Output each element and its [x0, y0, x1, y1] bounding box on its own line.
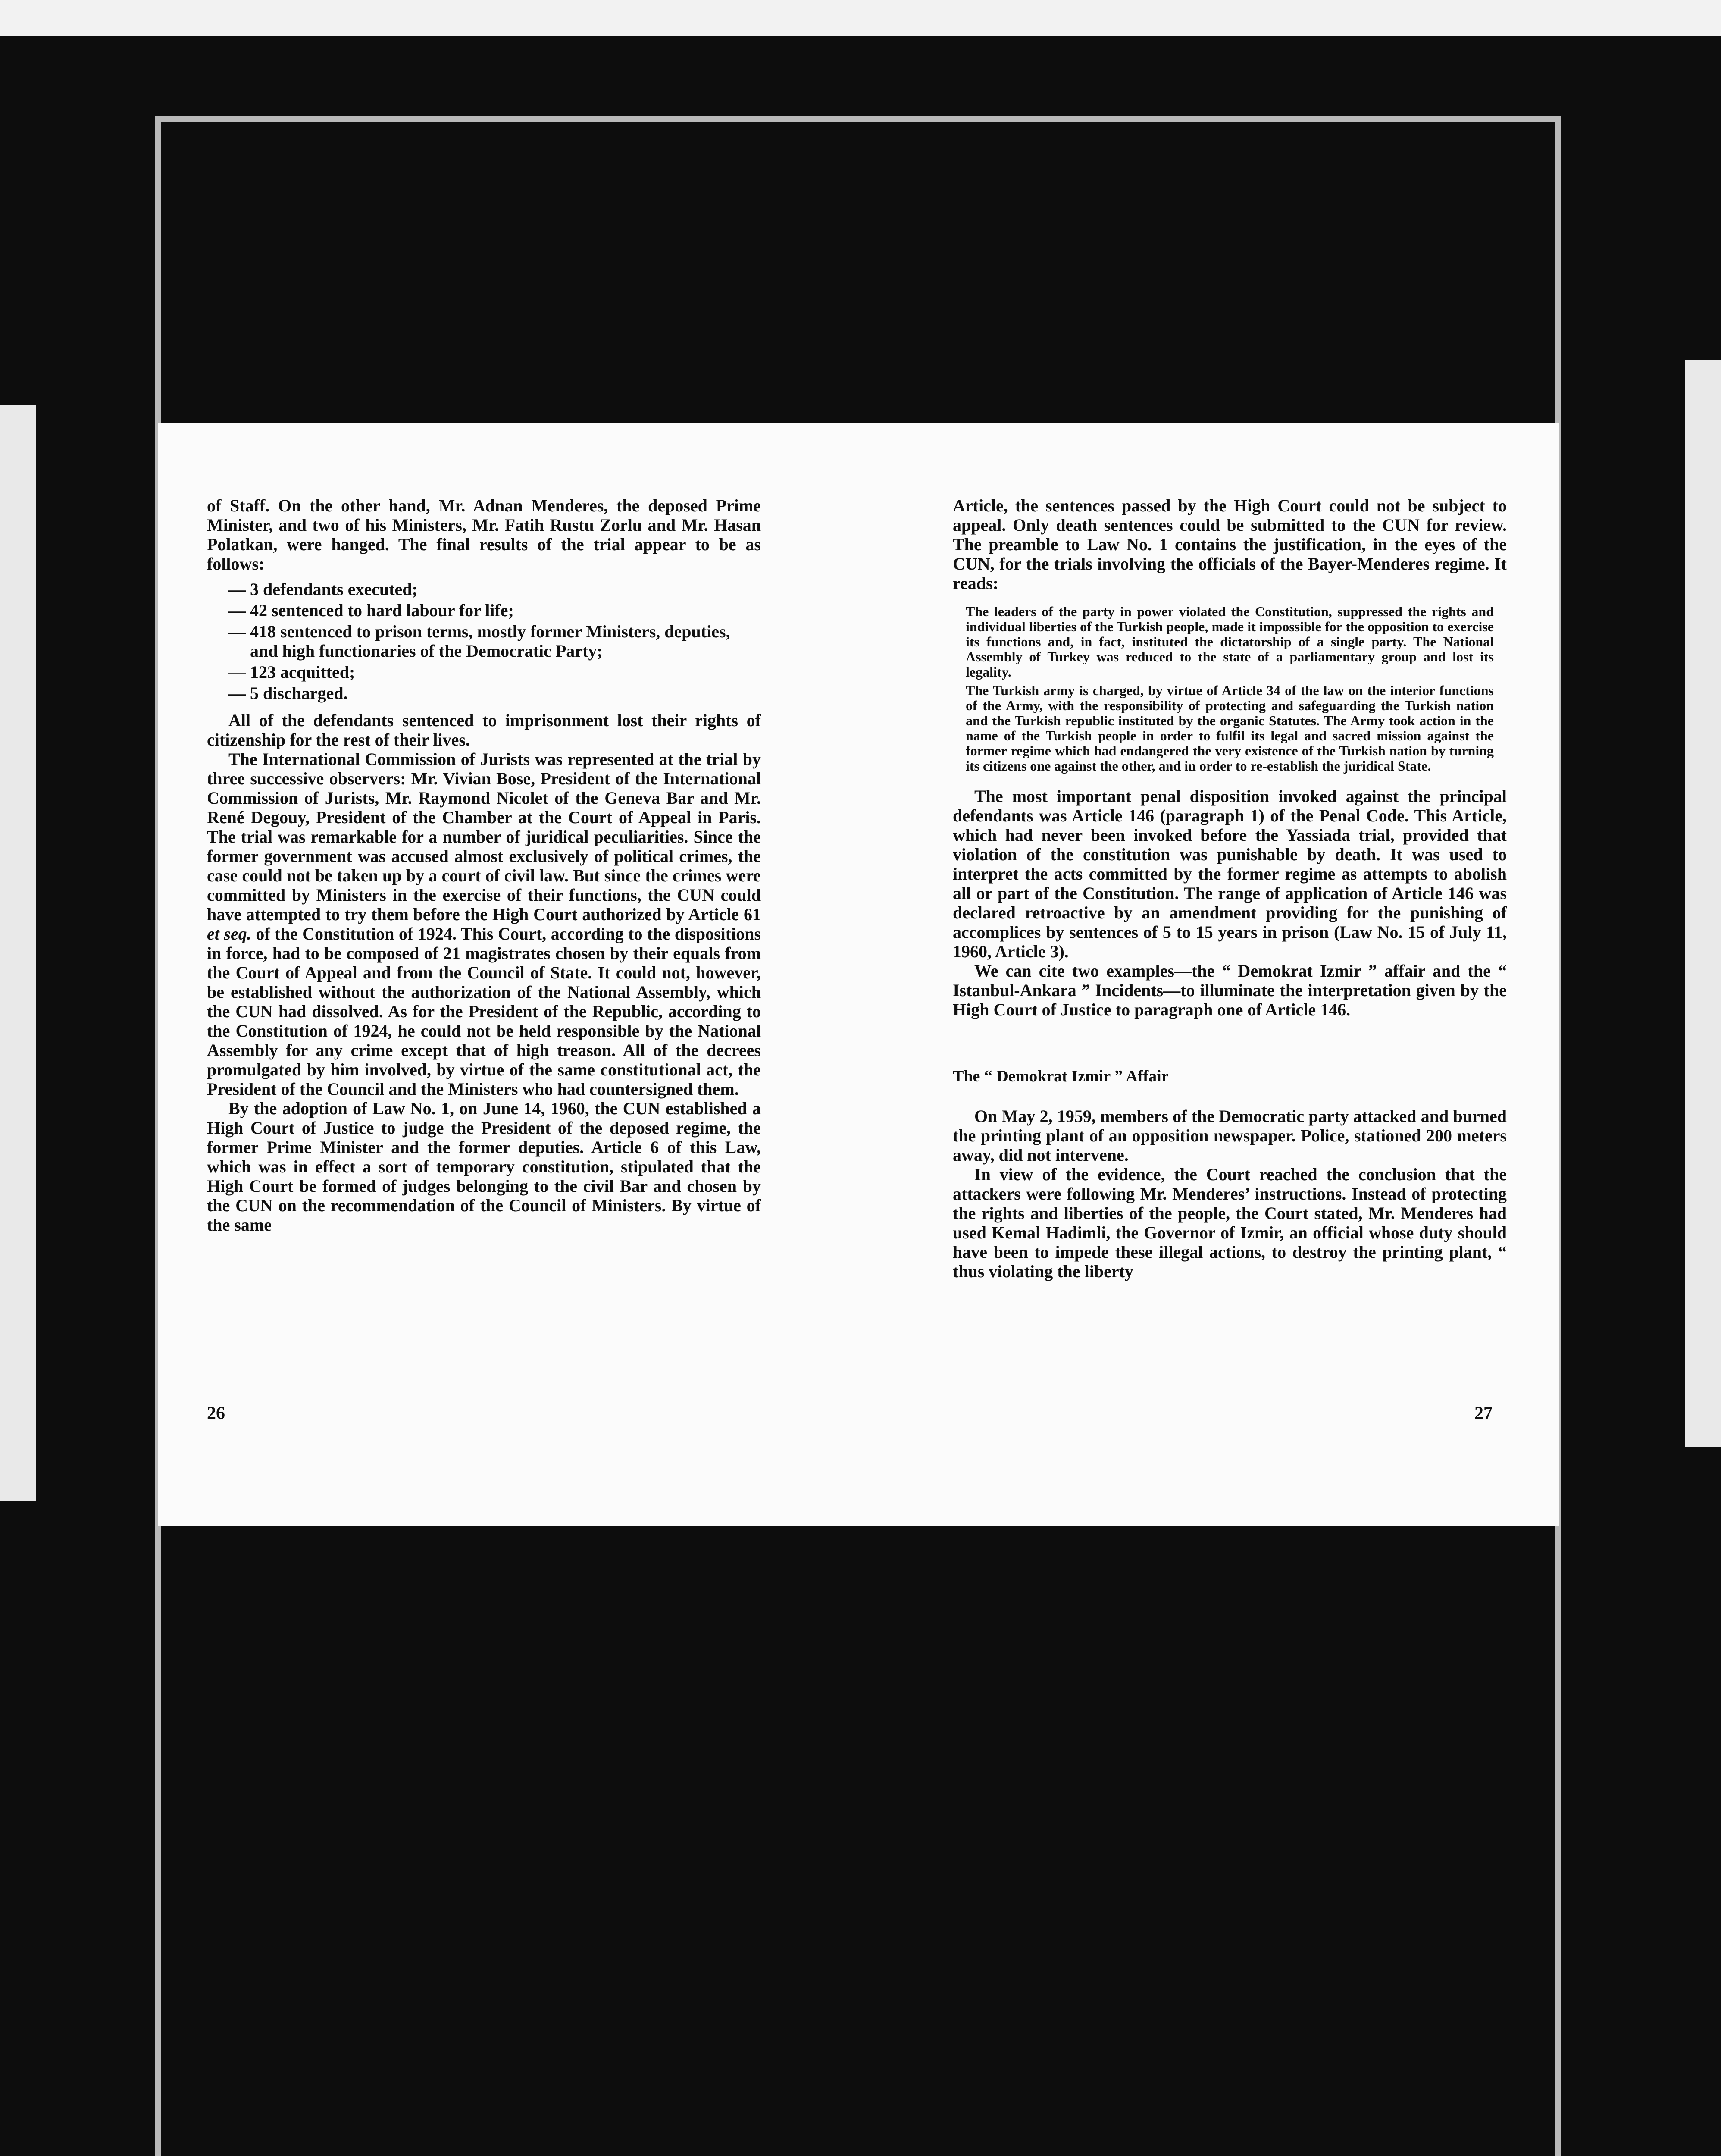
left-paragraph-4: By the adoption of Law No. 1, on June 14, 1960, the CUN established a High Court of Justice to judge the President of the deposed regime, the former Prime Minister and the former deputies. Article 6 of this Law, which was in effect a sort of temporary constitution, stipulated that the High Court be formed of judges belonging to the civil Bar and chosen by the CUN on the recommendation of the Council of Ministers. By virtue of the same: [207, 1099, 761, 1235]
result-item: — 123 acquitted;: [228, 662, 355, 682]
result-item: — 42 sentenced to hard labour for life;: [228, 601, 514, 620]
page-number-right: 27: [1474, 1404, 1493, 1423]
result-item: — 3 defendants executed;: [228, 580, 418, 599]
film-edge-top: [0, 0, 1721, 36]
right-paragraph-3: We can cite two examples—the “ Demokrat Izmir ” affair and the “ Istanbul-Ankara ” Incidents—to illuminate the interpretation given by the High Court of Justice to paragraph one of Article 146.: [953, 961, 1507, 1019]
section-heading: The “ Demokrat Izmir ” Affair: [953, 1067, 1169, 1085]
left-paragraph-3: The International Commission of Jurists was represented at the trial by three successive observers: Mr. Vivian Bose, President of the International Commission of Jurists, Mr. Raymond Nicolet of the Geneva Bar and Mr. René Degouy, President of the Chamber at the Court of Appeal in Paris. The trial was remarkable for a number of juridical peculiarities. Since the former government was accused almost exclusively of political crimes, the case could not be taken up by a court of civil law. But since the crimes were committed by Ministers in the exercise of their functions, the CUN could have attempted to try them before the High Court authorized by Article 61 et seq. of the Constitution of 1924. This Court, according to the dispositions in force, had to be composed of 21 magistrates chosen by their equals from the Court of Appeal and from the Council of State. It could not, however, be established without the authorization of the National Assembly, which the CUN had dissolved. As for the President of the Republic, according to the Constitution of 1924, he could not be held responsible by the National Assembly for any crime except that of high treason. All of the decrees promulgated by him involved, by virtue of the same constitutional act, the President of the Council and the Ministers who had countersigned them.: [207, 749, 761, 1099]
right-paragraph-4: On May 2, 1959, members of the Democratic party attacked and burned the printing plant of an opposition newspaper. Police, stationed 200 meters away, did not intervene.: [953, 1106, 1507, 1165]
result-item: — 418 sentenced to prison terms, mostly former Ministers, deputies, and high functionaries of the Democratic Party;: [228, 622, 730, 661]
quote-paragraph-1: The leaders of the party in power violated the Constitution, suppressed the rights and individual liberties of the Turkish people, made it impossible for the opposition to exercise its functions and, in fact, instituted the dictatorship of a single party. The National Assembly of Turkey was reduced to the state of a parliamentary group and lost its legality.: [966, 604, 1494, 680]
adjacent-frame-left: [0, 405, 36, 1501]
right-page: [953, 496, 1507, 1281]
adjacent-frame-right: [1685, 360, 1721, 1447]
right-paragraph-5: In view of the evidence, the Court reached the conclusion that the attackers were following Mr. Menderes’ instructions. Instead of protecting the rights and liberties of the people, the Court stated, Mr. Menderes had used Kemal Hadimli, the Governor of Izmir, an official whose duty should have been to impede these illegal actions, to destroy the printing plant, “ thus violating the liberty: [953, 1165, 1507, 1281]
trial-results-list: [207, 580, 761, 703]
right-paragraph-1: Article, the sentences passed by the High Court could not be subject to appeal. Only death sentences could be submitted to the CUN for review. The preamble to Law No. 1 contains the justification, in the eyes of the CUN, for the trials involving the officials of the Bayer-Menderes regime. It reads:: [953, 496, 1507, 593]
result-item: — 5 discharged.: [228, 683, 348, 703]
left-paragraph-1: of Staff. On the other hand, Mr. Adnan Menderes, the deposed Prime Minister, and two of his Ministers, Mr. Fatih Rustu Zorlu and Mr. Hasan Polatkan, were hanged. The final results of the trial appear to be as follows:: [207, 496, 761, 573]
law-preamble-quote: [953, 604, 1507, 774]
page-number-left: 26: [207, 1404, 225, 1423]
quote-paragraph-2: The Turkish army is charged, by virtue of Article 34 of the law on the interior functions of the Army, with the responsibility of protecting and safeguarding the Turkish nation and the Turkish republic instituted by the organic Statutes. The Army took action in the name of the Turkish people in order to fulfil its legal and sacred mission against the former regime which had endangered the very existence of the Turkish nation by turning its citizens one against the other, and in order to re-establish the juridical State.: [966, 683, 1494, 774]
left-paragraph-2: All of the defendants sentenced to imprisonment lost their rights of citizenship for the rest of their lives.: [207, 711, 761, 749]
left-page: [207, 496, 761, 1235]
right-paragraph-2: The most important penal disposition invoked against the principal defendants was Article 146 (paragraph 1) of the Penal Code. This Article, which had never been invoked before the Yassiada trial, provided that violation of the constitution was punishable by death. It was used to interpret the acts committed by the former regime as attempts to abolish all or part of the Constitution. The range of application of Article 146 was declared retroactive by an amendment providing for the punishing of accomplices by sentences of 5 to 15 years in prison (Law No. 15 of July 11, 1960, Article 3).: [953, 787, 1507, 961]
